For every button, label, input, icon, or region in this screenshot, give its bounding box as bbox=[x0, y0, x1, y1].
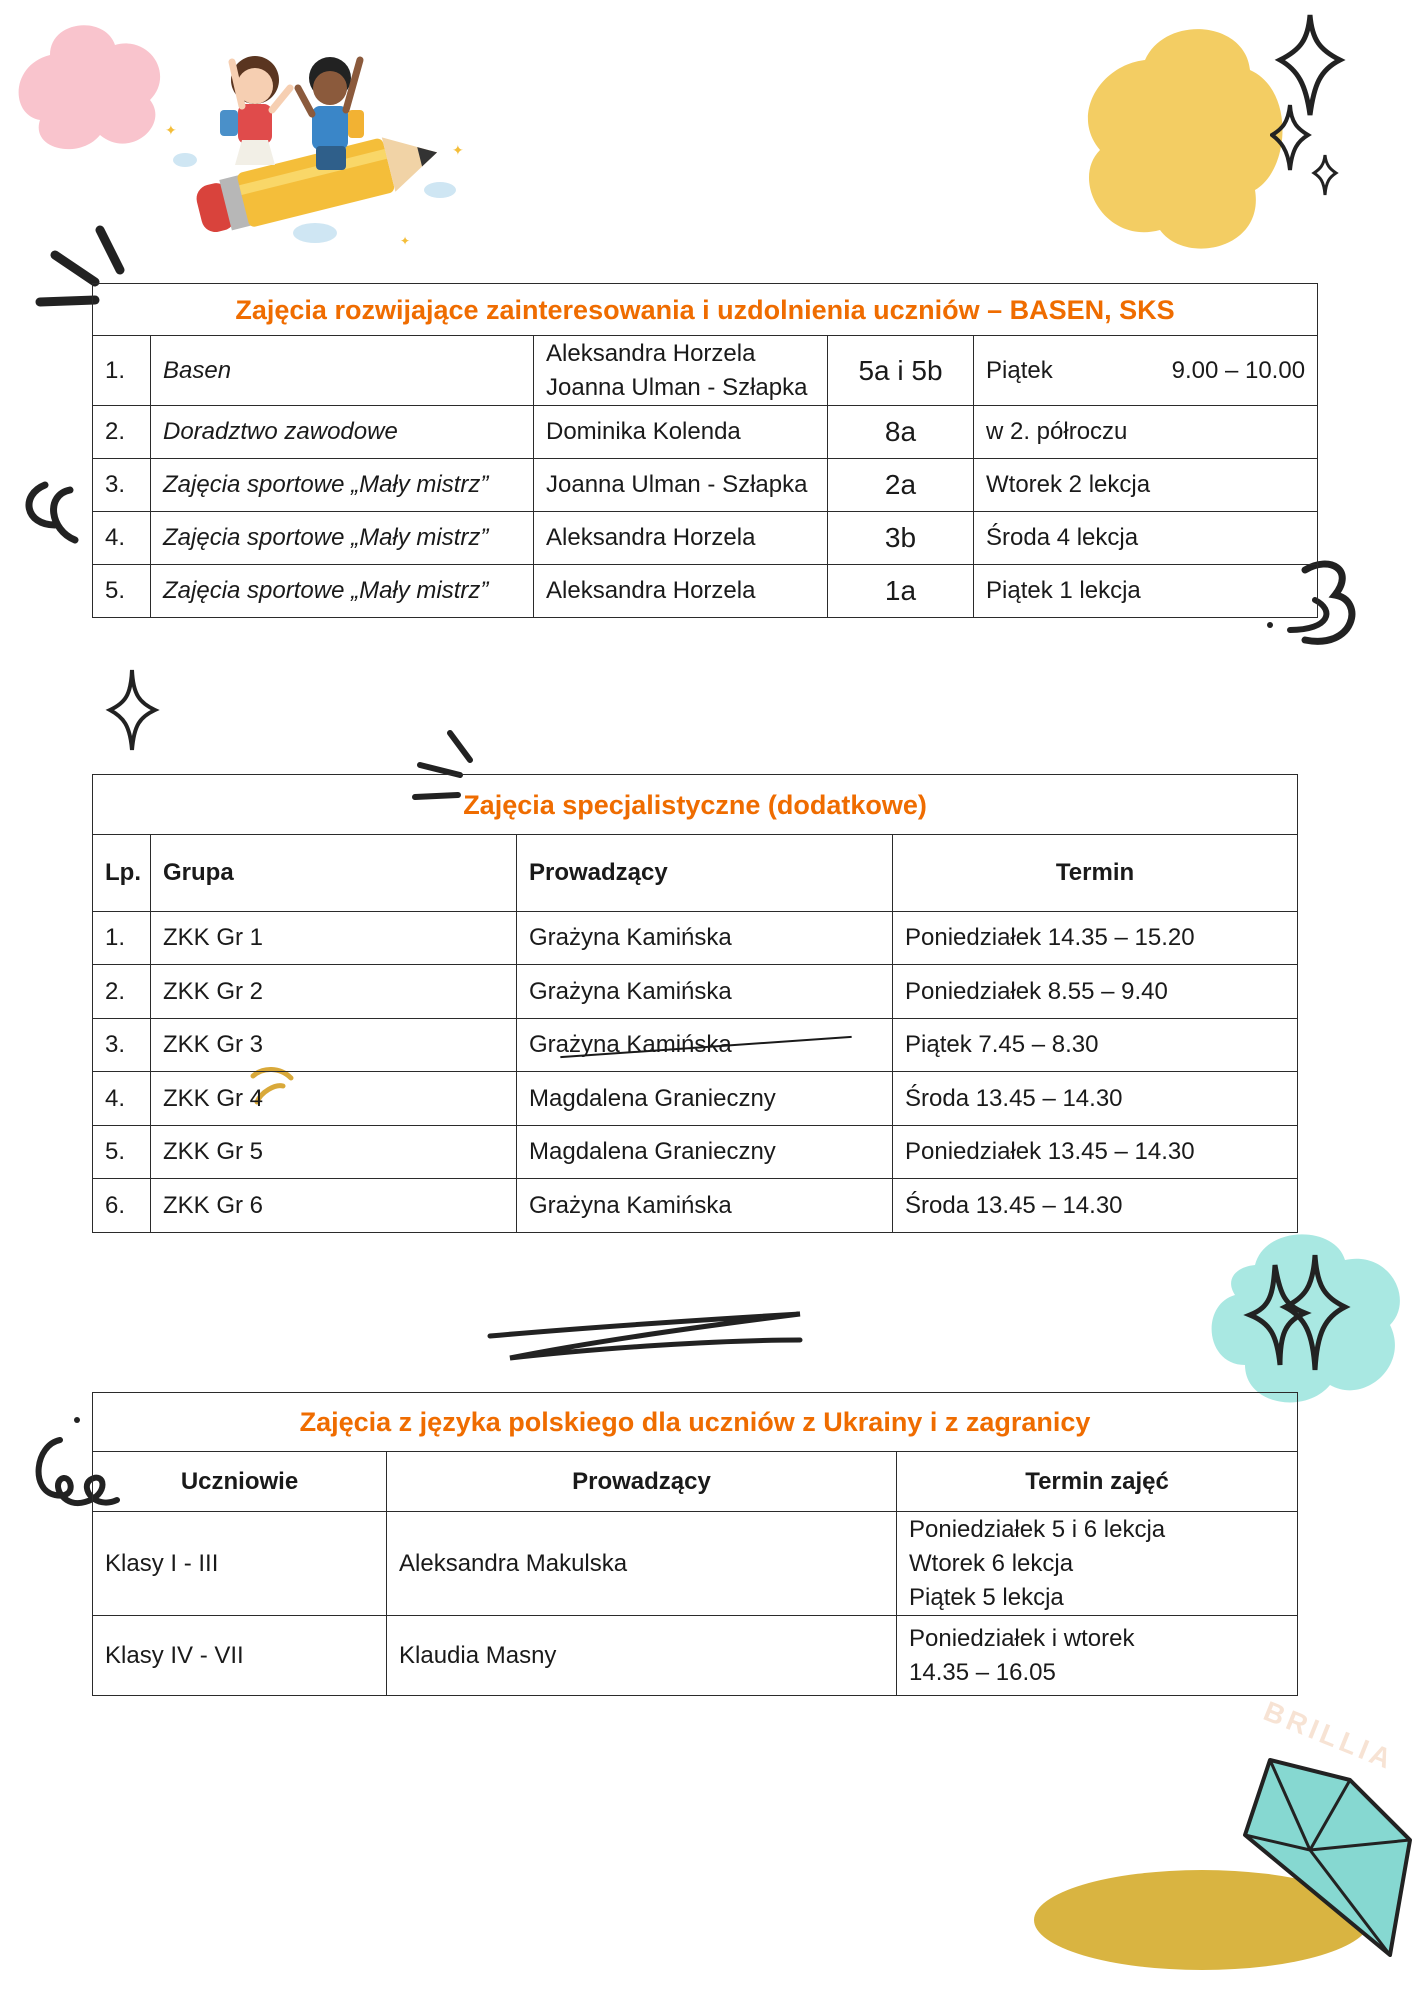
group-name: ZKK Gr 5 bbox=[151, 1126, 517, 1179]
doodle-swirl bbox=[15, 480, 85, 550]
term-line: 14.35 – 16.05 bbox=[909, 1658, 1056, 1686]
header-teacher: Prowadzący bbox=[387, 1452, 897, 1512]
teacher-name: Joanna Ulman - Szłapka bbox=[546, 373, 808, 401]
schedule-day: Wtorek 2 lekcja bbox=[974, 459, 1318, 512]
teacher-name: Dominika Kolenda bbox=[534, 406, 828, 459]
table-row bbox=[93, 1179, 1298, 1233]
term-cell: Poniedziałek 8.55 – 9.40 bbox=[893, 965, 1298, 1019]
students-cell: Klasy I - III bbox=[93, 1512, 387, 1616]
row-number: 1. bbox=[93, 336, 151, 406]
teacher-name: Grażyna Kamińska bbox=[517, 1179, 893, 1233]
table-polish-language-classes bbox=[92, 1392, 1298, 1696]
table-title: Zajęcia z języka polskiego dla uczniów z Ukrainy i z zagranicy bbox=[93, 1393, 1298, 1452]
svg-text:✦: ✦ bbox=[452, 142, 464, 158]
term-line: Poniedziałek 5 i 6 lekcja bbox=[909, 1515, 1166, 1543]
teacher-name: Grażyna Kamińska bbox=[517, 912, 893, 965]
faint-watermark-text: BRILLIA bbox=[1259, 1695, 1400, 1776]
teacher-name: Aleksandra Horzela bbox=[546, 339, 756, 367]
diamond-icon bbox=[1240, 1755, 1414, 1965]
row-number: 5. bbox=[93, 565, 151, 618]
table-development-classes bbox=[92, 283, 1318, 618]
yellow-blob-decoration bbox=[1075, 20, 1295, 260]
kids-on-pencil-illustration bbox=[160, 40, 480, 255]
class-cell: 5a i 5b bbox=[828, 336, 974, 406]
row-number: 4. bbox=[93, 1072, 151, 1126]
pink-cloud-decoration bbox=[10, 15, 170, 155]
table-row bbox=[93, 1126, 1298, 1179]
class-cell: 3b bbox=[828, 512, 974, 565]
teacher-name: Grażyna Kamińska bbox=[517, 965, 893, 1019]
header-teacher: Prowadzący bbox=[517, 835, 893, 912]
term-cell: Piątek 7.45 – 8.30 bbox=[893, 1019, 1298, 1072]
activity-name: Zajęcia sportowe „Mały mistrz” bbox=[151, 565, 534, 618]
activity-name: Doradztwo zawodowe bbox=[151, 406, 534, 459]
svg-text:✦: ✦ bbox=[400, 234, 411, 248]
teacher-name: Aleksandra Makulska bbox=[387, 1512, 897, 1616]
row-number: 5. bbox=[93, 1126, 151, 1179]
term-cell: Środa 13.45 – 14.30 bbox=[893, 1179, 1298, 1233]
term-line: Poniedziałek i wtorek bbox=[909, 1624, 1135, 1652]
group-name: ZKK Gr 3 bbox=[151, 1019, 517, 1072]
table-row bbox=[93, 459, 1318, 512]
class-cell: 8a bbox=[828, 406, 974, 459]
header-term: Termin bbox=[893, 835, 1298, 912]
table-row bbox=[93, 406, 1318, 459]
header-group: Grupa bbox=[151, 835, 517, 912]
teacher-name: Aleksandra Horzela bbox=[534, 512, 828, 565]
table-header-row bbox=[93, 1452, 1298, 1512]
term-cell: Poniedziałek 13.45 – 14.30 bbox=[893, 1126, 1298, 1179]
teal-cloud-decoration bbox=[1205, 1225, 1410, 1410]
table-title: Zajęcia specjalistyczne (dodatkowe) bbox=[93, 775, 1298, 835]
group-name: ZKK Gr 1 bbox=[151, 912, 517, 965]
table-row bbox=[93, 336, 1318, 406]
sparkle-icon bbox=[105, 665, 160, 755]
table-row bbox=[93, 512, 1318, 565]
term-cell: Środa 13.45 – 14.30 bbox=[893, 1072, 1298, 1126]
teacher-name: Joanna Ulman - Szłapka bbox=[534, 459, 828, 512]
table-row bbox=[93, 1072, 1298, 1126]
class-cell: 1a bbox=[828, 565, 974, 618]
activity-name: Zajęcia sportowe „Mały mistrz” bbox=[151, 512, 534, 565]
table-header-row bbox=[93, 835, 1298, 912]
row-number: 4. bbox=[93, 512, 151, 565]
table-row bbox=[93, 965, 1298, 1019]
row-number: 1. bbox=[93, 912, 151, 965]
group-name: ZKK Gr 6 bbox=[151, 1179, 517, 1233]
schedule-day: Środa 4 lekcja bbox=[974, 512, 1318, 565]
group-name: ZKK Gr 2 bbox=[151, 965, 517, 1019]
teacher-cell bbox=[534, 336, 828, 406]
activity-name: Zajęcia sportowe „Mały mistrz” bbox=[151, 459, 534, 512]
teacher-name: Grażyna Kamińska bbox=[517, 1019, 893, 1072]
teacher-name: Klaudia Masny bbox=[387, 1616, 897, 1696]
term-line: Wtorek 6 lekcja bbox=[909, 1549, 1074, 1577]
row-number: 2. bbox=[93, 965, 151, 1019]
teacher-name: Magdalena Granieczny bbox=[517, 1072, 893, 1126]
term-cell: Poniedziałek 14.35 – 15.20 bbox=[893, 912, 1298, 965]
term-line: Piątek 5 lekcja bbox=[909, 1583, 1064, 1611]
header-students: Uczniowie bbox=[93, 1452, 387, 1512]
group-name: ZKK Gr 4 bbox=[151, 1072, 517, 1126]
row-number: 3. bbox=[93, 459, 151, 512]
schedule-day: Piątek bbox=[986, 356, 1053, 384]
teacher-name: Aleksandra Horzela bbox=[534, 565, 828, 618]
schedule-time: 9.00 – 10.00 bbox=[1171, 356, 1306, 384]
class-cell: 2a bbox=[828, 459, 974, 512]
header-lp: Lp. bbox=[93, 835, 151, 912]
svg-text:✦: ✦ bbox=[165, 122, 177, 138]
term-cell bbox=[897, 1616, 1298, 1696]
table-row bbox=[93, 1512, 1298, 1616]
table-row bbox=[93, 1019, 1298, 1072]
schedule-day: Piątek 1 lekcja bbox=[974, 565, 1318, 618]
header-term: Termin zajęć bbox=[897, 1452, 1298, 1512]
term-cell bbox=[897, 1512, 1298, 1616]
schedule-cell bbox=[974, 336, 1318, 406]
doodle-scribble bbox=[480, 1300, 810, 1380]
table-row bbox=[93, 565, 1318, 618]
teacher-name: Magdalena Granieczny bbox=[517, 1126, 893, 1179]
row-number: 3. bbox=[93, 1019, 151, 1072]
table-row bbox=[93, 1616, 1298, 1696]
table-title: Zajęcia rozwijające zainteresowania i uzdolnienia uczniów – BASEN, SKS bbox=[93, 284, 1318, 336]
table-specialist-classes bbox=[92, 774, 1298, 1233]
sparkle-icon bbox=[1270, 5, 1380, 205]
table-row bbox=[93, 912, 1298, 965]
activity-name: Basen bbox=[151, 336, 534, 406]
schedule-day: w 2. półroczu bbox=[974, 406, 1318, 459]
row-number: 2. bbox=[93, 406, 151, 459]
students-cell: Klasy IV - VII bbox=[93, 1616, 387, 1696]
row-number: 6. bbox=[93, 1179, 151, 1233]
